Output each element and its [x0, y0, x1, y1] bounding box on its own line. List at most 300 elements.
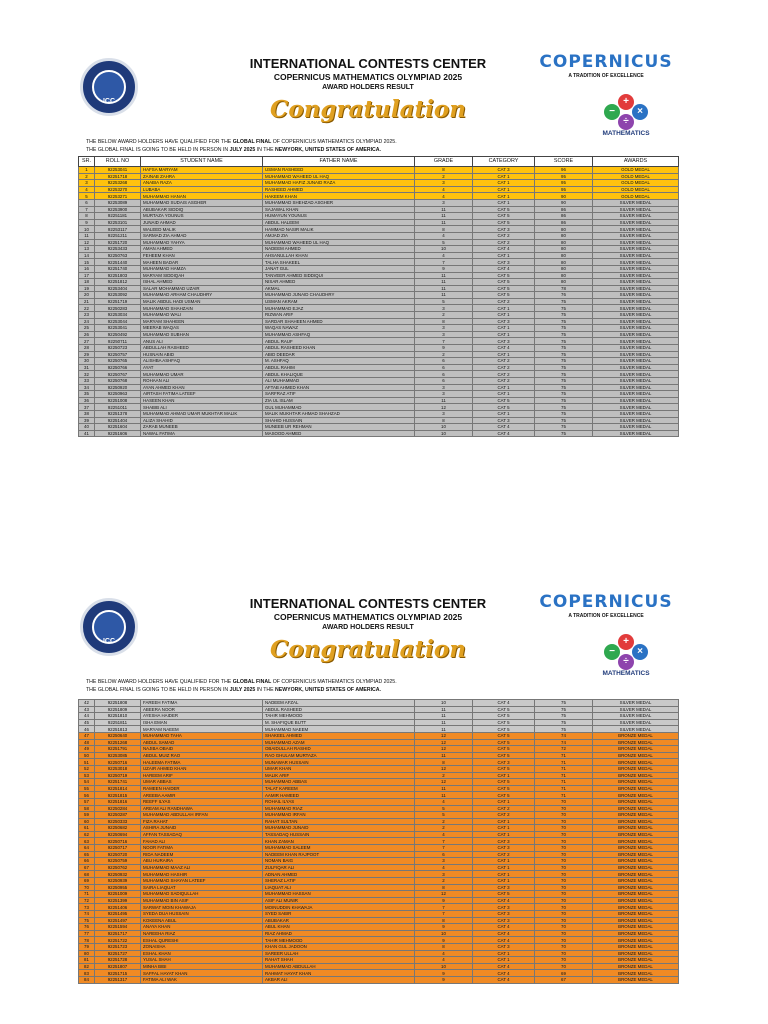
- table-cell: 17: [79, 272, 95, 279]
- table-row: [79, 186, 679, 193]
- table-cell: SILVER MEDAL: [593, 246, 679, 253]
- table-cell: MUHAMMAD UMAR: [141, 371, 263, 378]
- table-row: [79, 430, 679, 437]
- table-cell: 92251268: [95, 739, 141, 746]
- table-cell: 92253034: [95, 312, 141, 319]
- table-cell: 75: [535, 378, 593, 385]
- table-cell: 37: [79, 404, 95, 411]
- table-cell: 92253092: [95, 292, 141, 299]
- table-row: [79, 752, 679, 759]
- table-cell: SILVER MEDAL: [593, 239, 679, 246]
- table-cell: YUSAL SHAH: [141, 957, 263, 964]
- table-cell: 66: [79, 858, 95, 865]
- table-cell: AYAN AHMED KHAN: [141, 384, 263, 391]
- table-cell: 3: [415, 305, 473, 312]
- table-cell: SILVER MEDAL: [593, 325, 679, 332]
- table-cell: 71: [535, 792, 593, 799]
- table-cell: NOOR FATIMA: [141, 845, 263, 852]
- table-row: [79, 930, 679, 937]
- table-cell: 9: [415, 265, 473, 272]
- table-cell: HALEEMA FATIMA: [141, 759, 263, 766]
- table-cell: 80: [535, 246, 593, 253]
- table-cell: HAKEEM KHAN: [263, 193, 415, 200]
- table-cell: 70: [535, 884, 593, 891]
- table-cell: 59: [79, 812, 95, 819]
- table-cell: 75: [535, 719, 593, 726]
- table-cell: 24: [79, 318, 95, 325]
- table-cell: 92253270: [95, 186, 141, 193]
- table-cell: UZAIR AHMED KHAN: [141, 765, 263, 772]
- table-cell: 71: [535, 785, 593, 792]
- table-cell: SILVER MEDAL: [593, 358, 679, 365]
- table-cell: NAREEHA RIAZ: [141, 930, 263, 937]
- table-cell: 75: [535, 325, 593, 332]
- table-cell: ESHAL KHAN: [141, 950, 263, 957]
- org-title: INTERNATIONAL CONTESTS CENTER: [249, 596, 487, 611]
- table-cell: 92251815: [95, 792, 141, 799]
- result-page-1: [78, 40, 678, 480]
- table-cell: 92251808: [95, 700, 141, 707]
- table-row: [79, 976, 679, 983]
- table-cell: 92251497: [95, 917, 141, 924]
- table-cell: 31: [79, 364, 95, 371]
- table-cell: 75: [535, 713, 593, 720]
- table-cell: MUHAMMAD ASHFAQ: [263, 331, 415, 338]
- table-cell: 43: [79, 706, 95, 713]
- table-cell: 49: [79, 746, 95, 753]
- table-cell: 68: [79, 871, 95, 878]
- table-cell: 58: [79, 805, 95, 812]
- table-cell: MALIK MUKHTAR AHMAD SHAHZAD: [263, 410, 415, 417]
- table-cell: 95: [535, 186, 593, 193]
- table-cell: 92250762: [95, 864, 141, 871]
- table-cell: LUBABA: [141, 186, 263, 193]
- table-cell: ABID DEEDAR: [263, 351, 415, 358]
- table-cell: BRONZE MEDAL: [593, 825, 679, 832]
- table-cell: 92253117: [95, 226, 141, 233]
- table-cell: SARMAD ZIA AHMAD: [141, 232, 263, 239]
- table-cell: 27: [79, 338, 95, 345]
- table-cell: MUHAMMAD JUNAID CHAUDHRY: [263, 292, 415, 299]
- table-row: [79, 246, 679, 253]
- table-cell: 75: [535, 351, 593, 358]
- table-cell: 92251495: [95, 911, 141, 918]
- table-cell: 71: [535, 772, 593, 779]
- table-cell: 5: [415, 805, 473, 812]
- table-cell: 75: [535, 338, 593, 345]
- table-cell: KHAN GUL JADOON: [263, 943, 415, 950]
- table-cell: 75: [535, 305, 593, 312]
- table-cell: 4: [79, 186, 95, 193]
- table-cell: BRONZE MEDAL: [593, 878, 679, 885]
- table-cell: CAT 5: [473, 732, 535, 739]
- table-cell: BRONZE MEDAL: [593, 759, 679, 766]
- table-cell: 20: [79, 292, 95, 299]
- table-cell: RAHMAT HAYAT KHAN: [263, 970, 415, 977]
- table-cell: 11: [415, 713, 473, 720]
- table-cell: 8: [415, 759, 473, 766]
- table-row: [79, 252, 679, 259]
- table-cell: CAT 2: [473, 364, 535, 371]
- table-cell: AFFAN TASSADAQ: [141, 831, 263, 838]
- table-cell: CAT 5: [473, 213, 535, 220]
- table-cell: MUHAMMAD NAEEM: [263, 726, 415, 733]
- table-cell: CAT 3: [473, 845, 535, 852]
- copernicus-logo: COPERNICUS A TRADITION OF EXCELLENCE: [539, 592, 673, 619]
- table-cell: 92250283: [95, 305, 141, 312]
- table-cell: 61: [79, 825, 95, 832]
- table-cell: 1: [79, 167, 95, 174]
- table-cell: 42: [79, 700, 95, 707]
- table-cell: CAT 3: [473, 259, 535, 266]
- table-cell: 11: [415, 279, 473, 286]
- table-cell: CAT 1: [473, 410, 535, 417]
- table-cell: 92251728: [95, 957, 141, 964]
- table-cell: RAHAT SULTAN: [263, 818, 415, 825]
- table-cell: 71: [535, 779, 593, 786]
- table-cell: 92250719: [95, 772, 141, 779]
- table-cell: CAT 3: [473, 759, 535, 766]
- table-header: [79, 157, 679, 167]
- table-row: [79, 785, 679, 792]
- table-cell: 92251816: [95, 798, 141, 805]
- table-cell: 92251404: [95, 417, 141, 424]
- table-cell: RIZWAN ARIF: [263, 312, 415, 319]
- table-cell: 7: [415, 259, 473, 266]
- table-cell: CAT 5: [473, 752, 535, 759]
- table-row: [79, 279, 679, 286]
- table-row: [79, 713, 679, 720]
- table-cell: SILVER MEDAL: [593, 331, 679, 338]
- table-cell: 92250963: [95, 391, 141, 398]
- table-cell: BRONZE MEDAL: [593, 812, 679, 819]
- table-cell: 9: [415, 345, 473, 352]
- table-cell: WAQAS NAWAZ: [263, 325, 415, 332]
- table-cell: 92251814: [95, 785, 141, 792]
- table-cell: 53: [79, 772, 95, 779]
- table-cell: 92250333: [95, 818, 141, 825]
- table-cell: CAT 2: [473, 239, 535, 246]
- table-cell: MURTAZA YOUNUS: [141, 213, 263, 220]
- table-cell: CAT 5: [473, 779, 535, 786]
- table-cell: 92250759: [95, 858, 141, 865]
- table-cell: 84: [79, 976, 95, 983]
- table-row: [79, 739, 679, 746]
- table-row: [79, 831, 679, 838]
- table-cell: HUMAYUN YOUNUS: [263, 213, 415, 220]
- table-cell: NADEEM KHAN RAJPOOT: [263, 851, 415, 858]
- table-cell: 96: [535, 167, 593, 174]
- table-cell: CAT 5: [473, 397, 535, 404]
- table-cell: 92253018: [95, 765, 141, 772]
- table-cell: 8: [415, 318, 473, 325]
- table-cell: ABDUL MUIZ RAO: [141, 752, 263, 759]
- table-cell: RAMEEN HAIDER: [141, 785, 263, 792]
- table-cell: 11: [79, 232, 95, 239]
- table-cell: 92251181: [95, 213, 141, 220]
- table-row: [79, 798, 679, 805]
- table-cell: CAT 2: [473, 851, 535, 858]
- table-cell: CAT 5: [473, 219, 535, 226]
- table-cell: MUHAMMAD SHAHZAIN: [141, 305, 263, 312]
- table-cell: 92253044: [95, 318, 141, 325]
- table-cell: 92250765: [95, 358, 141, 365]
- table-cell: 67: [79, 864, 95, 871]
- award-table-2: [78, 699, 679, 984]
- table-cell: MARYAM SHAHEEN: [141, 318, 263, 325]
- table-cell: BRONZE MEDAL: [593, 752, 679, 759]
- table-cell: 92251813: [95, 726, 141, 733]
- table-cell: ALIZA SHAHID: [141, 417, 263, 424]
- icc-logo: ICC: [80, 58, 138, 116]
- table-cell: 12: [415, 779, 473, 786]
- table-cell: MUHAMMAD WAHEED UL HAQ: [263, 173, 415, 180]
- table-cell: 92251399: [95, 897, 141, 904]
- table-cell: CAT 1: [473, 950, 535, 957]
- table-cell: TANVEER AHMED SIDDIQUI: [263, 272, 415, 279]
- table-cell: 92251803: [95, 272, 141, 279]
- table-cell: 76: [79, 924, 95, 931]
- table-row: [79, 943, 679, 950]
- result-page-2: [78, 580, 678, 1024]
- table-cell: CAT 5: [473, 739, 535, 746]
- table-cell: 75: [535, 417, 593, 424]
- table-cell: 6: [415, 358, 473, 365]
- table-cell: CAT 1: [473, 252, 535, 259]
- table-cell: 75: [535, 384, 593, 391]
- table-cell: ABDULLAH RASHEED: [141, 345, 263, 352]
- table-cell: SILVER MEDAL: [593, 272, 679, 279]
- table-cell: ABDUL KHALIQUE: [263, 371, 415, 378]
- table-cell: HAFSA MARYAM: [141, 167, 263, 174]
- table-cell: 3: [79, 180, 95, 187]
- table-cell: 70: [535, 924, 593, 931]
- table-cell: 6: [415, 371, 473, 378]
- table-cell: 74: [79, 911, 95, 918]
- table-cell: BRONZE MEDAL: [593, 924, 679, 931]
- table-cell: 4: [415, 193, 473, 200]
- table-cell: CAT 1: [473, 180, 535, 187]
- table-cell: CAT 1: [473, 957, 535, 964]
- table-cell: AHSANULLAH KHAN: [263, 252, 415, 259]
- table-cell: 92251811: [95, 719, 141, 726]
- table-cell: SILVER MEDAL: [593, 298, 679, 305]
- table-cell: MUHAMMAD MAAZ ALI: [141, 864, 263, 871]
- table-cell: 70: [535, 851, 593, 858]
- table-cell: 65: [79, 851, 95, 858]
- table-cell: 92253433: [95, 246, 141, 253]
- table-cell: 41: [79, 430, 95, 437]
- table-cell: BRONZE MEDAL: [593, 831, 679, 838]
- table-cell: SILVER MEDAL: [593, 213, 679, 220]
- table-cell: 50: [79, 752, 95, 759]
- table-cell: 12: [415, 891, 473, 898]
- table-row: [79, 904, 679, 911]
- table-cell: ZONAISHA: [141, 943, 263, 950]
- table-cell: BRONZE MEDAL: [593, 930, 679, 937]
- table-cell: 6: [415, 851, 473, 858]
- table-cell: AAMIR HAMEED: [263, 792, 415, 799]
- table-row: [79, 825, 679, 832]
- table-row: [79, 331, 679, 338]
- table-cell: 92251741: [95, 779, 141, 786]
- table-cell: 11: [415, 206, 473, 213]
- table-cell: BRONZE MEDAL: [593, 746, 679, 753]
- table-cell: MUHAMMAD RIAZ: [263, 805, 415, 812]
- org-title: INTERNATIONAL CONTESTS CENTER: [249, 56, 487, 71]
- table-cell: 33: [79, 378, 95, 385]
- table-cell: AMAN AHMED: [141, 246, 263, 253]
- table-cell: 92251810: [95, 713, 141, 720]
- table-cell: 75: [535, 410, 593, 417]
- table-cell: BRONZE MEDAL: [593, 838, 679, 845]
- table-cell: CAT 3: [473, 167, 535, 174]
- table-cell: 92250939: [95, 878, 141, 885]
- table-cell: 70: [535, 917, 593, 924]
- table-row: [79, 765, 679, 772]
- table-row: [79, 213, 679, 220]
- table-row: [79, 851, 679, 858]
- table-cell: 92251812: [95, 279, 141, 286]
- table-cell: ABUBAKAR SIDDIQ: [141, 206, 263, 213]
- table-cell: 9: [415, 976, 473, 983]
- table-cell: 29: [79, 351, 95, 358]
- table-cell: SILVER MEDAL: [593, 371, 679, 378]
- table-cell: ABEERA NOOR: [141, 706, 263, 713]
- table-cell: BRONZE MEDAL: [593, 858, 679, 865]
- table-row: [79, 838, 679, 845]
- table-cell: BRONZE MEDAL: [593, 772, 679, 779]
- table-cell: 92250955: [95, 884, 141, 891]
- table-cell: 12: [415, 746, 473, 753]
- table-cell: 75: [535, 318, 593, 325]
- table-cell: 2: [415, 173, 473, 180]
- table-cell: 90: [535, 199, 593, 206]
- table-cell: 2: [415, 818, 473, 825]
- table-cell: SHABIB ALI: [141, 404, 263, 411]
- table-cell: FIZA RAHAT: [141, 818, 263, 825]
- congratulation-banner: Congratulation: [270, 96, 466, 123]
- table-cell: ZIA UL ISLAM: [263, 397, 415, 404]
- table-cell: CAT 1: [473, 772, 535, 779]
- table-cell: CAT 3: [473, 226, 535, 233]
- table-cell: 70: [535, 812, 593, 819]
- table-cell: 4: [415, 864, 473, 871]
- table-cell: 11: [415, 719, 473, 726]
- table-cell: 10: [415, 246, 473, 253]
- table-cell: BRONZE MEDAL: [593, 911, 679, 918]
- table-cell: 80: [535, 259, 593, 266]
- table-cell: 36: [79, 397, 95, 404]
- table-cell: 11: [415, 213, 473, 220]
- olympiad-title: COPERNICUS MATHEMATICS OLYMPIAD 2025: [273, 612, 463, 622]
- table-cell: REEFF ILYAS: [141, 798, 263, 805]
- table-row: [79, 417, 679, 424]
- table-cell: 3: [415, 331, 473, 338]
- table-row: [79, 950, 679, 957]
- table-cell: BRONZE MEDAL: [593, 765, 679, 772]
- table-cell: 78: [79, 937, 95, 944]
- table-cell: ABDUL RAHIM: [263, 364, 415, 371]
- table-cell: 2: [415, 312, 473, 319]
- table-cell: BRONZE MEDAL: [593, 884, 679, 891]
- table-cell: SILVER MEDAL: [593, 305, 679, 312]
- table-cell: 10: [415, 963, 473, 970]
- table-cell: 75: [535, 391, 593, 398]
- table-cell: 79: [79, 943, 95, 950]
- table-cell: 92251809: [95, 706, 141, 713]
- table-cell: MUHAMMAD WALI: [141, 312, 263, 319]
- table-cell: 92251008: [95, 397, 141, 404]
- award-table-1: [78, 156, 679, 437]
- table-row: [79, 364, 679, 371]
- table-cell: 92251740: [95, 265, 141, 272]
- table-cell: 70: [535, 805, 593, 812]
- table-cell: 75: [535, 424, 593, 431]
- table-cell: CAT 1: [473, 818, 535, 825]
- table-cell: CAT 5: [473, 726, 535, 733]
- table-cell: 11: [415, 706, 473, 713]
- column-header: SR.: [79, 157, 95, 167]
- table-cell: 92253404: [95, 285, 141, 292]
- table-cell: CAT 5: [473, 746, 535, 753]
- qualification-notice: THE BELOW AWARD HOLDERS HAVE QUALIFIED FOR THE GLOBAL FINAL OF COPERNICUS MATHEMATICS OLYMPIAD 2025. THE GLOBAL FINAL IS GOING TO BE HELD IN PERSON IN JULY 2025 IN THE NEWYORK, UNITED STATES OF AMERICA.: [86, 679, 397, 693]
- table-row: [79, 759, 679, 766]
- table-cell: ABUBAKAR: [263, 917, 415, 924]
- table-cell: CAT 5: [473, 765, 535, 772]
- table-cell: 70: [535, 904, 593, 911]
- table-cell: 8: [415, 226, 473, 233]
- table-cell: 75: [535, 404, 593, 411]
- table-row: [79, 345, 679, 352]
- table-cell: CAT 3: [473, 318, 535, 325]
- table-cell: 92253268: [95, 180, 141, 187]
- table-cell: HAMMAD NASIR MALIK: [263, 226, 415, 233]
- table-cell: 92250717: [95, 845, 141, 852]
- table-cell: 32: [79, 371, 95, 378]
- table-cell: 7: [415, 911, 473, 918]
- table-cell: CAT 2: [473, 378, 535, 385]
- table-row: [79, 384, 679, 391]
- table-cell: SILVER MEDAL: [593, 378, 679, 385]
- table-cell: CAT 2: [473, 232, 535, 239]
- table-cell: 92251715: [95, 970, 141, 977]
- table-cell: CAT 1: [473, 305, 535, 312]
- table-cell: FATIMA ALI WAK: [141, 976, 263, 983]
- table-cell: BRONZE MEDAL: [593, 851, 679, 858]
- table-cell: CAT 4: [473, 930, 535, 937]
- result-title: AWARD HOLDERS RESULT: [322, 624, 414, 631]
- table-cell: LIAQUAT ALI: [263, 884, 415, 891]
- table-cell: 11: [415, 397, 473, 404]
- table-row: [79, 891, 679, 898]
- table-cell: 57: [79, 798, 95, 805]
- table-cell: MUHAMMAD SUBHAN: [141, 331, 263, 338]
- table-cell: BRONZE MEDAL: [593, 937, 679, 944]
- column-header: GRADE: [415, 157, 473, 167]
- table-cell: CAT 4: [473, 430, 535, 437]
- table-cell: 9: [415, 970, 473, 977]
- table-cell: CAT 3: [473, 884, 535, 891]
- table-cell: CAT 5: [473, 891, 535, 898]
- table-cell: 5: [79, 193, 95, 200]
- table-cell: 92253101: [95, 219, 141, 226]
- table-cell: 75: [535, 700, 593, 707]
- table-cell: 70: [535, 871, 593, 878]
- table-cell: CAT 1: [473, 186, 535, 193]
- table-cell: 77: [79, 930, 95, 937]
- table-cell: 14: [79, 252, 95, 259]
